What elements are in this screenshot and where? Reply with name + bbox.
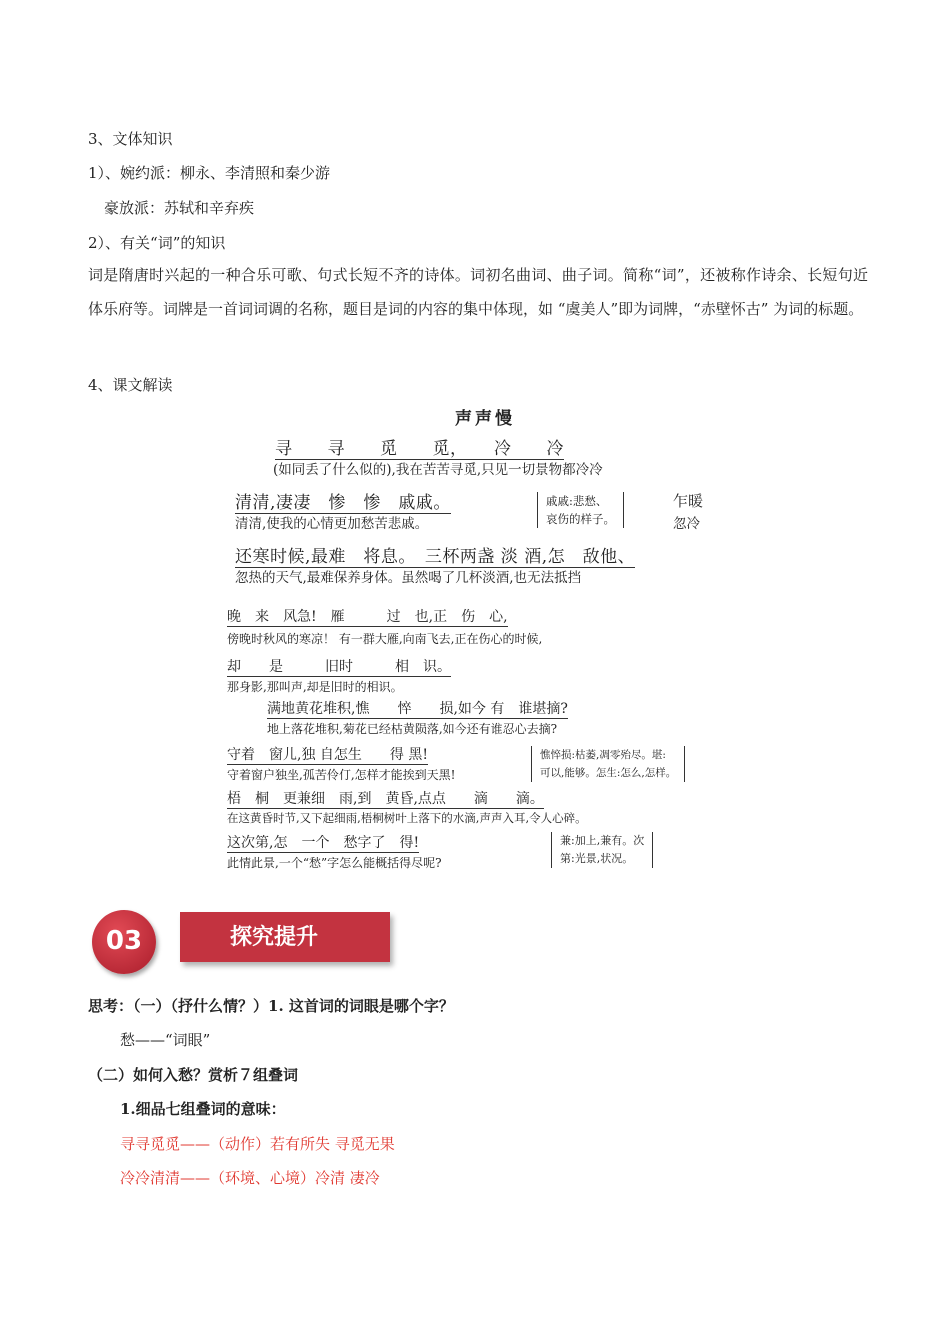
poem-line: 这次第,怎 一个 愁字了 得!: [227, 832, 419, 853]
poem-translation: 傍晚时秋风的寒凉！ 有一群大雁,向南飞去,正在伤心的时候,: [227, 632, 543, 646]
poem-translation: 忽热的天气,最难保养身体。虽然喝了几杯淡酒,也无法抵挡: [235, 570, 582, 586]
poem-translation: 此情此景,一个“愁”字怎么能概括得尽呢?: [227, 856, 442, 870]
annotation-note: [551, 832, 653, 868]
banner-number: 03: [105, 926, 143, 956]
poem-translation-fragment: 忽冷: [673, 516, 700, 532]
list-item-haofang: 豪放派：苏轼和辛弃疾: [104, 199, 255, 217]
annotation-note: [537, 492, 624, 528]
question-2-subheading: 1.细品七组叠词的意味：: [120, 1100, 286, 1118]
section-title-3: 3、文体知识: [88, 130, 173, 148]
poem-translation: 清清,使我的心情更加愁苦悲戚。: [235, 516, 429, 532]
poem-line: 满地黄花堆积,憔 悴 损,如今 有 谁堪摘?: [267, 698, 568, 719]
poem-line: 清清,凄凄 惨 惨 戚戚。: [235, 488, 451, 514]
annotation-text: 戚戚:悲愁、: [546, 494, 608, 508]
banner-number-badge: [92, 910, 156, 974]
poem-line: 守着 窗儿,独 自怎生 得 黑!: [227, 744, 428, 765]
poem-line: 却 是 旧时 相 识。: [227, 656, 451, 677]
poem-line: 晚 来 风急! 雁 过 也,正 伤 心,: [227, 606, 508, 627]
answer-reduplication-2: 冷冷清清——（环境、心境）冷清 凄冷: [120, 1169, 380, 1187]
poem-translation: 那身影,那叫声,却是旧时的相识。: [227, 680, 403, 694]
section-banner: [88, 900, 398, 980]
poem-translation: 在这黄昏时节,又下起细雨,梧桐树叶上落下的水滴,声声入耳,令人心碎。: [227, 811, 587, 825]
annotation-text: 第:光景,状况。: [560, 852, 634, 865]
poem-figure: [225, 400, 745, 880]
answer-reduplication-1: 寻寻觅觅——（动作）若有所失 寻觅无果: [120, 1135, 395, 1153]
poem-line: 还寒时候,最难 将息。 三杯两盏 淡 酒,怎 敌他、: [235, 542, 635, 568]
question-1: 思考：（一）（抒什么情？）1. 这首词的词眼是哪个字？: [88, 997, 454, 1015]
poem-translation: 守着窗户独坐,孤苦伶仃,怎样才能挨到天黑!: [227, 768, 456, 782]
section-title-4: 4、课文解读: [88, 376, 173, 394]
ci-description-paragraph: 词是隋唐时兴起的一种合乐可歌、句式长短不齐的诗体。词初名曲词、曲子词。简称“词”，还被称作诗余、长短句近体乐府等。词牌是一首词词调的名称，题目是词的内容的集中体现，如 “虞美人”即为词牌，“赤壁怀古” 为词的标题。: [88, 266, 868, 318]
poem-translation: 地上落花堆积,菊花已经枯黄陨落,如今还有谁忍心去摘?: [267, 722, 558, 736]
poem-line: 寻 寻 觅 觅， 冷 冷: [275, 434, 564, 460]
banner-label: 探究提升: [230, 925, 319, 950]
annotation-text: 可以,能够。怎生:怎么,怎样。: [540, 767, 677, 779]
annotation-text: 哀伤的样子。: [546, 512, 615, 526]
banner-label-bar: [180, 912, 390, 962]
list-item-wanyue: 1）、婉约派：柳永、李清照和秦少游: [88, 164, 331, 182]
question-2: （二）如何入愁？赏析７组叠词: [88, 1066, 299, 1084]
poem-line-fragment: 乍暖: [673, 492, 704, 510]
poem-title: 声声慢: [455, 409, 515, 429]
answer-1: 愁——“词眼”: [120, 1031, 211, 1049]
annotation-text: 憔悴损:枯萎,凋零殆尽。堪:: [540, 749, 666, 761]
list-item-ci-knowledge: 2）、有关“词”的知识: [88, 234, 226, 252]
poem-translation: (如同丢了什么似的),我在苦苦寻觅,只见一切景物都冷冷: [273, 462, 603, 478]
poem-line: 梧 桐 更兼细 雨,到 黄昏,点点 滴 滴。: [227, 788, 544, 809]
annotation-text: 兼:加上,兼有。次: [560, 834, 645, 847]
annotation-note: [531, 746, 685, 782]
